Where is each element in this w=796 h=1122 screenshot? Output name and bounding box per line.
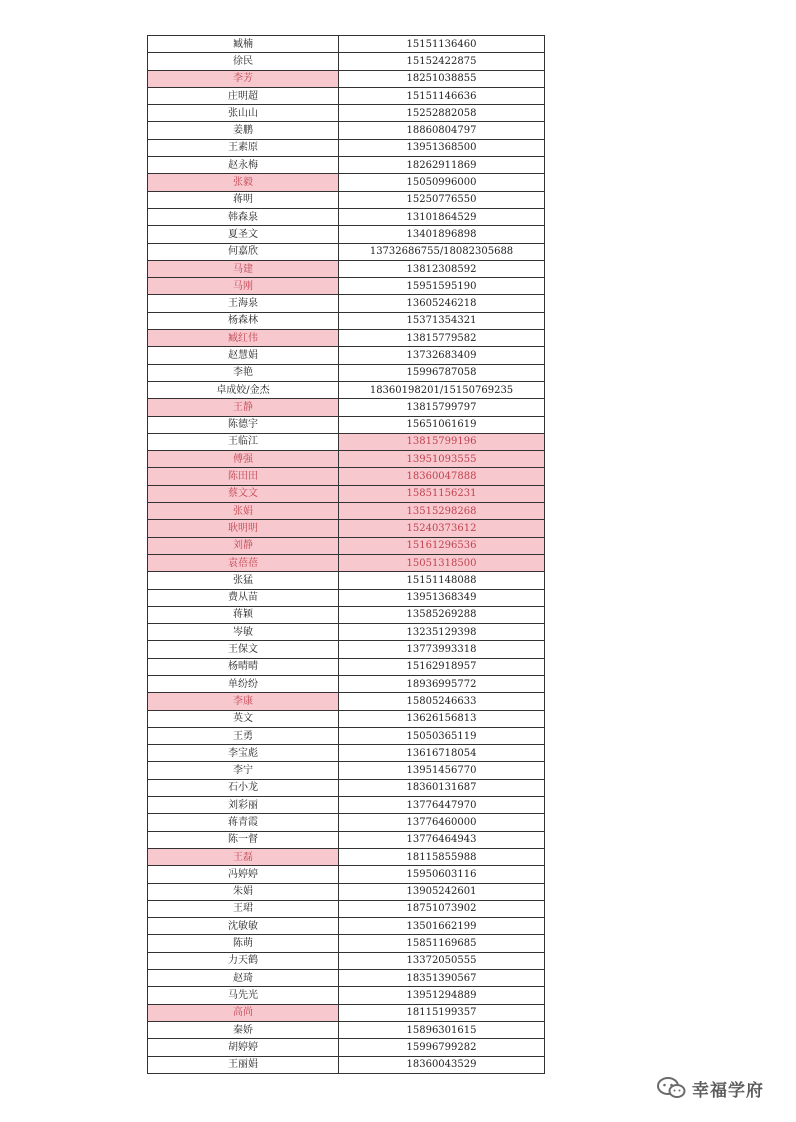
- phone-cell: 13515298268: [339, 503, 545, 520]
- wechat-icon: [656, 1076, 686, 1100]
- name-cell: 力天鹤: [148, 952, 339, 969]
- name-cell: 秦娇: [148, 1021, 339, 1038]
- table-row: [148, 537, 545, 554]
- table-row: [148, 70, 545, 87]
- table-row: [148, 606, 545, 623]
- table-row: [148, 295, 545, 312]
- name-cell: 李宁: [148, 762, 339, 779]
- phone-cell: 13501662199: [339, 918, 545, 935]
- name-cell: 徐民: [148, 53, 339, 70]
- table-row: [148, 87, 545, 104]
- phone-cell: 15151136460: [339, 36, 545, 53]
- phone-cell: 15805246633: [339, 693, 545, 710]
- name-cell: 石小龙: [148, 779, 339, 796]
- table-row: [148, 554, 545, 571]
- table-row: [148, 53, 545, 70]
- table-row: [148, 226, 545, 243]
- table-row: [148, 105, 545, 122]
- phone-cell: 13815799196: [339, 433, 545, 450]
- table-row: [148, 831, 545, 848]
- name-cell: 王磊: [148, 848, 339, 865]
- table-row: [148, 1039, 545, 1056]
- phone-cell: 15996787058: [339, 364, 545, 381]
- phone-cell: 13605246218: [339, 295, 545, 312]
- phone-cell: 13905242601: [339, 883, 545, 900]
- contact-table: [147, 35, 545, 1074]
- phone-cell: 15050365119: [339, 727, 545, 744]
- table-row: [148, 191, 545, 208]
- name-cell: 夏圣文: [148, 226, 339, 243]
- table-row: [148, 468, 545, 485]
- phone-cell: 18360043529: [339, 1056, 545, 1073]
- name-cell: 胡婷婷: [148, 1039, 339, 1056]
- name-cell: 岑敏: [148, 624, 339, 641]
- name-cell: 何嘉欣: [148, 243, 339, 260]
- phone-cell: 13776447970: [339, 797, 545, 814]
- phone-cell: 18360198201/15150769235: [339, 381, 545, 398]
- phone-cell: 13616718054: [339, 745, 545, 762]
- table-row: [148, 433, 545, 450]
- name-cell: 李芳: [148, 70, 339, 87]
- table-row: [148, 658, 545, 675]
- table-row: [148, 987, 545, 1004]
- phone-cell: 13776464943: [339, 831, 545, 848]
- name-cell: 庄明超: [148, 87, 339, 104]
- phone-cell: 13585269288: [339, 606, 545, 623]
- name-cell: 耿明明: [148, 520, 339, 537]
- phone-cell: 15851156231: [339, 485, 545, 502]
- table-row: [148, 520, 545, 537]
- name-cell: 王丽娟: [148, 1056, 339, 1073]
- phone-cell: 15151146636: [339, 87, 545, 104]
- phone-cell: 13815799797: [339, 399, 545, 416]
- phone-cell: 15996799282: [339, 1039, 545, 1056]
- name-cell: 李艳: [148, 364, 339, 381]
- name-cell: 傅强: [148, 451, 339, 468]
- table-row: [148, 139, 545, 156]
- table-row: [148, 347, 545, 364]
- table-row: [148, 641, 545, 658]
- table-row: [148, 278, 545, 295]
- name-cell: 马建: [148, 260, 339, 277]
- table-row: [148, 900, 545, 917]
- table-row: [148, 416, 545, 433]
- phone-cell: 15240373612: [339, 520, 545, 537]
- table-row: [148, 883, 545, 900]
- table-row: [148, 399, 545, 416]
- name-cell: 王保文: [148, 641, 339, 658]
- phone-cell: 13812308592: [339, 260, 545, 277]
- table-row: [148, 727, 545, 744]
- table-row: [148, 174, 545, 191]
- phone-cell: 18115855988: [339, 848, 545, 865]
- name-cell: 王静: [148, 399, 339, 416]
- table-row: [148, 693, 545, 710]
- name-cell: 张毅: [148, 174, 339, 191]
- phone-cell: 15950603116: [339, 866, 545, 883]
- watermark-text: 幸福学府: [692, 1080, 764, 1101]
- phone-cell: 15651061619: [339, 416, 545, 433]
- table-row: [148, 624, 545, 641]
- name-cell: 蔡文文: [148, 485, 339, 502]
- phone-cell: 18360047888: [339, 468, 545, 485]
- phone-cell: 13235129398: [339, 624, 545, 641]
- phone-cell: 15250776550: [339, 191, 545, 208]
- phone-cell: 13401896898: [339, 226, 545, 243]
- name-cell: 王临江: [148, 433, 339, 450]
- table-row: [148, 260, 545, 277]
- phone-cell: 13951368500: [339, 139, 545, 156]
- phone-cell: 15051318500: [339, 554, 545, 571]
- phone-cell: 13776460000: [339, 814, 545, 831]
- name-cell: 臧红伟: [148, 330, 339, 347]
- table-row: [148, 675, 545, 692]
- phone-cell: 15371354321: [339, 312, 545, 329]
- phone-cell: 13951093555: [339, 451, 545, 468]
- name-cell: 臧楠: [148, 36, 339, 53]
- table-row: [148, 952, 545, 969]
- table-row: [148, 762, 545, 779]
- name-cell: 赵永梅: [148, 157, 339, 174]
- table-row: [148, 122, 545, 139]
- phone-cell: 15252882058: [339, 105, 545, 122]
- table-row: [148, 935, 545, 952]
- phone-cell: 18936995772: [339, 675, 545, 692]
- name-cell: 高尚: [148, 1004, 339, 1021]
- name-cell: 英文: [148, 710, 339, 727]
- table-row: [148, 364, 545, 381]
- name-cell: 陈一督: [148, 831, 339, 848]
- table-row: [148, 451, 545, 468]
- name-cell: 袁蓓蓓: [148, 554, 339, 571]
- table-row: [148, 572, 545, 589]
- table-row: [148, 208, 545, 225]
- phone-cell: 15161296536: [339, 537, 545, 554]
- table-row: [148, 814, 545, 831]
- phone-cell: 13626156813: [339, 710, 545, 727]
- name-cell: 王勇: [148, 727, 339, 744]
- name-cell: 王海泉: [148, 295, 339, 312]
- phone-cell: 13732683409: [339, 347, 545, 364]
- name-cell: 蒋青霞: [148, 814, 339, 831]
- table-row: [148, 745, 545, 762]
- name-cell: 陈萌: [148, 935, 339, 952]
- phone-cell: 13372050555: [339, 952, 545, 969]
- name-cell: 张娟: [148, 503, 339, 520]
- name-cell: 杨晴晴: [148, 658, 339, 675]
- table-row: [148, 710, 545, 727]
- name-cell: 刘彩丽: [148, 797, 339, 814]
- phone-cell: 15896301615: [339, 1021, 545, 1038]
- table-row: [148, 970, 545, 987]
- name-cell: 沈敏敏: [148, 918, 339, 935]
- table-row: [148, 1056, 545, 1073]
- phone-cell: 15050996000: [339, 174, 545, 191]
- phone-cell: 15951595190: [339, 278, 545, 295]
- name-cell: 张猛: [148, 572, 339, 589]
- table-row: [148, 589, 545, 606]
- table-row: [148, 36, 545, 53]
- phone-cell: 13773993318: [339, 641, 545, 658]
- table-row: [148, 485, 545, 502]
- table-row: [148, 157, 545, 174]
- name-cell: 李宝彪: [148, 745, 339, 762]
- table-row: [148, 381, 545, 398]
- name-cell: 杨森林: [148, 312, 339, 329]
- table-row: [148, 1021, 545, 1038]
- name-cell: 陈德宇: [148, 416, 339, 433]
- table-row: [148, 243, 545, 260]
- phone-cell: 18751073902: [339, 900, 545, 917]
- name-cell: 张山山: [148, 105, 339, 122]
- phone-cell: 15162918957: [339, 658, 545, 675]
- table-row: [148, 866, 545, 883]
- name-cell: 费从苗: [148, 589, 339, 606]
- name-cell: 单纷纷: [148, 675, 339, 692]
- phone-cell: 13951294889: [339, 987, 545, 1004]
- name-cell: 李康: [148, 693, 339, 710]
- phone-cell: 18251038855: [339, 70, 545, 87]
- name-cell: 蒋颖: [148, 606, 339, 623]
- phone-cell: 18115199357: [339, 1004, 545, 1021]
- phone-cell: 15851169685: [339, 935, 545, 952]
- phone-cell: 13951456770: [339, 762, 545, 779]
- name-cell: 王素原: [148, 139, 339, 156]
- name-cell: 马先光: [148, 987, 339, 1004]
- name-cell: 王珺: [148, 900, 339, 917]
- phone-cell: 18351390567: [339, 970, 545, 987]
- name-cell: 姜鹏: [148, 122, 339, 139]
- name-cell: 赵慧娟: [148, 347, 339, 364]
- table-row: [148, 312, 545, 329]
- phone-cell: 18262911869: [339, 157, 545, 174]
- name-cell: 冯婷婷: [148, 866, 339, 883]
- name-cell: 陈田田: [148, 468, 339, 485]
- table-row: [148, 1004, 545, 1021]
- phone-cell: 15152422875: [339, 53, 545, 70]
- table-row: [148, 779, 545, 796]
- phone-cell: 18860804797: [339, 122, 545, 139]
- name-cell: 蒋明: [148, 191, 339, 208]
- table-row: [148, 330, 545, 347]
- table-row: [148, 503, 545, 520]
- name-cell: 马刚: [148, 278, 339, 295]
- table-row: [148, 918, 545, 935]
- phone-cell: 13101864529: [339, 208, 545, 225]
- name-cell: 韩森泉: [148, 208, 339, 225]
- phone-cell: 13951368349: [339, 589, 545, 606]
- name-cell: 赵琦: [148, 970, 339, 987]
- name-cell: 朱娟: [148, 883, 339, 900]
- watermark: [656, 1074, 764, 1102]
- phone-cell: 18360131687: [339, 779, 545, 796]
- name-cell: 卓成姣/金杰: [148, 381, 339, 398]
- contact-table-body: [148, 36, 545, 1074]
- table-row: [148, 797, 545, 814]
- phone-cell: 13732686755/18082305688: [339, 243, 545, 260]
- phone-cell: 15151148088: [339, 572, 545, 589]
- table-row: [148, 848, 545, 865]
- name-cell: 刘静: [148, 537, 339, 554]
- phone-cell: 13815779582: [339, 330, 545, 347]
